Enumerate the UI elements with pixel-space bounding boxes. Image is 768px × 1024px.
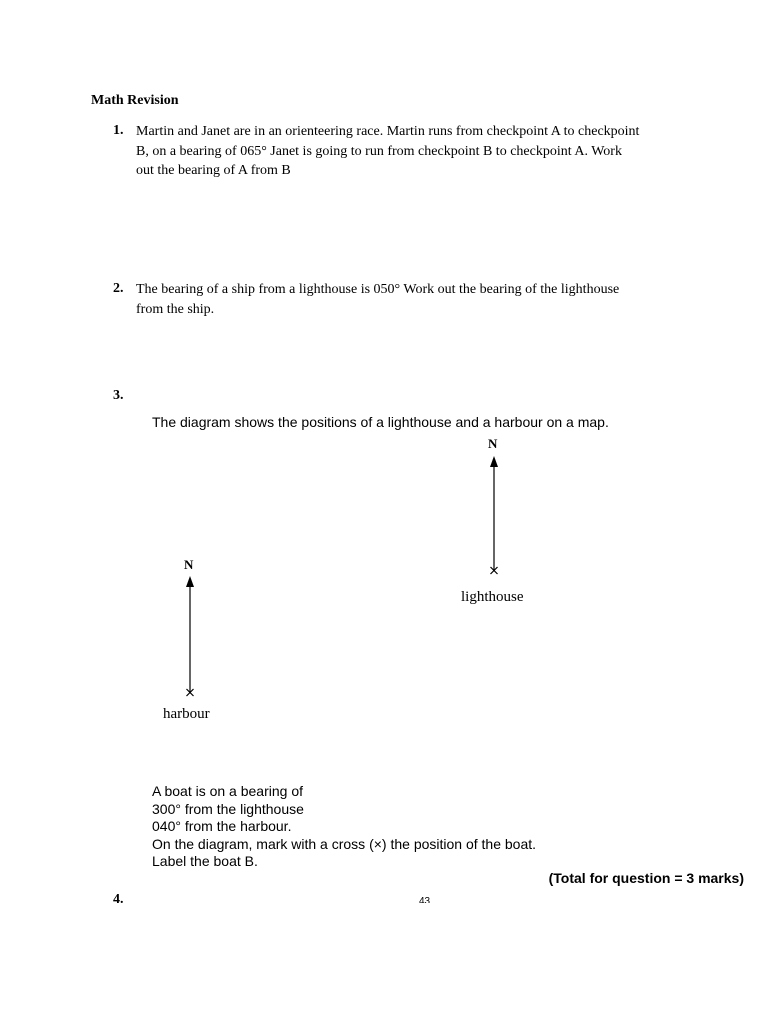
question-1-number: 1. [113, 123, 124, 138]
page-number: 43 [419, 896, 431, 903]
question-1-line-1: Martin and Janet are in an orienteering race. Martin runs from checkpoint A to checkpoint [136, 124, 640, 139]
question-1-line-2: B, on a bearing of 065° Janet is going to run from checkpoint B to checkpoint A. Work [136, 143, 622, 159]
page-title: Math Revision [91, 93, 179, 108]
lighthouse-north-arrow [490, 456, 498, 467]
instruction-line-4: On the diagram, mark with a cross (×) the position of the boat. [152, 835, 537, 852]
lighthouse-label: lighthouse [461, 589, 524, 605]
harbour-label: harbour [163, 706, 210, 722]
question-2-line-1: The bearing of a ship from a lighthouse is 050° Work out the bearing of the lighthouse [136, 282, 620, 297]
question-4-number: 4. [113, 892, 124, 907]
question-3-intro: The diagram shows the positions of a lighthouse and a harbour on a map. [152, 414, 609, 430]
question-2-line-2: from the ship. [136, 301, 215, 317]
question-2-number: 2. [113, 281, 124, 296]
lighthouse-north-label: N [488, 436, 498, 451]
instruction-line-1: A boat is on a bearing of [152, 783, 303, 799]
instruction-line-3: 040° from the harbour. [152, 818, 292, 834]
total-marks: (Total for question = 3 marks) [548, 870, 744, 886]
question-3-number: 3. [113, 388, 124, 403]
instruction-line-5: Label the boat B. [152, 853, 258, 869]
instruction-line-2: 300° from the lighthouse [152, 800, 304, 817]
question-1-line-3: out the bearing of A from B [136, 163, 291, 178]
harbour-north-arrow [186, 576, 194, 587]
question-3-instructions [152, 783, 536, 871]
harbour-north-label: N [184, 557, 194, 572]
